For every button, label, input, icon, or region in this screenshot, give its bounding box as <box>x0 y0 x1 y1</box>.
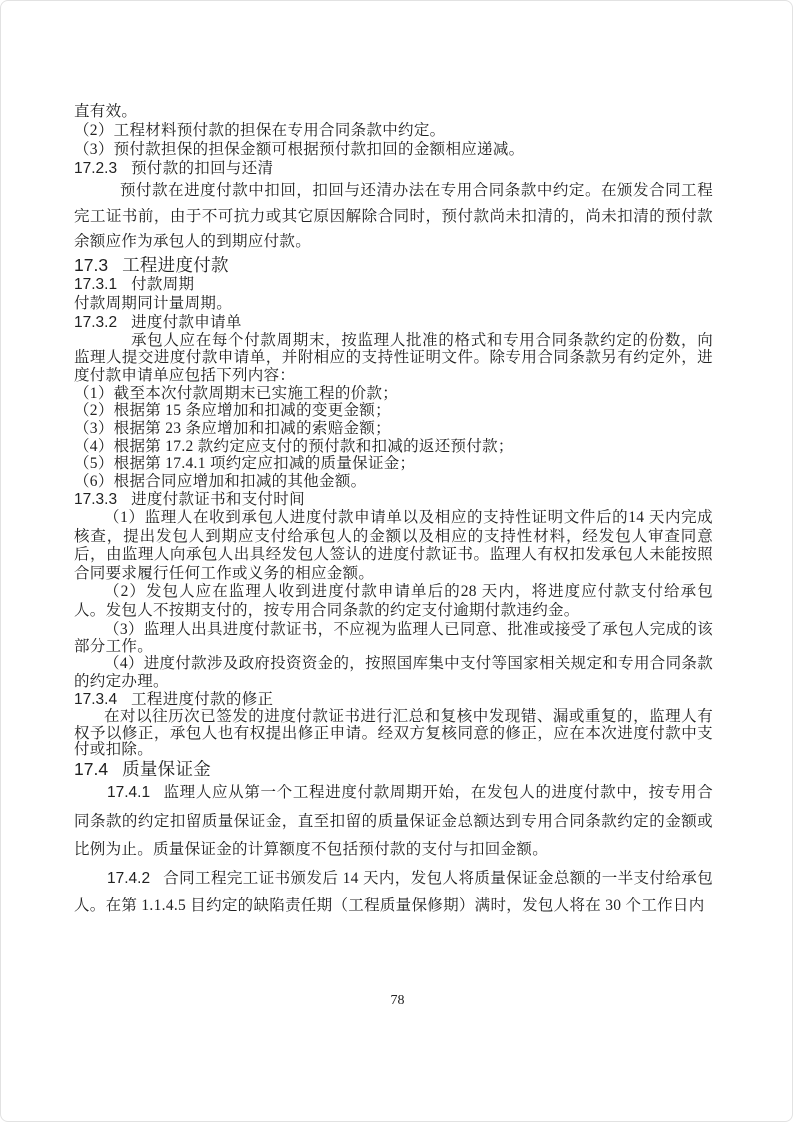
clause-17-4-1-text: 监理人应从第一个工程进度付款周期开始，在发包人的进度付款中，按专用合同条款的约定扣留质量保证金，直至扣留的质量保证金总额达到专用合同条款约定的金额或比例为止。质量保证金的计算额度不包括预付款的支付与扣回金额。 <box>74 784 713 859</box>
para-17-3-3-item-4: （4）进度付款涉及政府投资资金的，按照国库集中支付等国家相关规定和专用合同条款的约定办理。 <box>74 655 713 691</box>
para-17-4-2 <box>74 865 713 919</box>
heading-17-3-1-number: 17.3.1 <box>74 275 118 293</box>
continued-sentence: 直有效。 <box>74 103 138 120</box>
clause-17-4-2-text: 合同工程完工证书颁发后 14 天内，发包人将质量保证金总额的一半支付给承包人。在第 1.1.4.5 目约定的缺陷责任期（工程质量保修期）满时，发包人将在 30 个工作日内 <box>74 869 713 914</box>
section-title-17-4 <box>74 759 713 779</box>
section-title-17-3 <box>74 255 713 275</box>
heading-17-3-2-title: 进度付款申请单 <box>131 313 242 331</box>
heading-17-3-1-title: 付款周期 <box>131 275 195 293</box>
section-17-4-number: 17.4 <box>74 759 109 780</box>
para-17-4-1 <box>74 779 713 865</box>
list-item-1: （1）截至本次付款周期末已实施工程的价款； <box>74 384 399 402</box>
clause-item-3-prepayment-guarantee: （3）预付款担保的担保金额可根据预付款扣回的金额相应递减。 <box>74 141 525 158</box>
list-item-2: （2）根据第 15 条应增加和扣减的变更金额； <box>74 402 391 420</box>
heading-17-2-3-title: 预付款的扣回与还清 <box>131 160 274 177</box>
para-17-3-2: 承包人应在每个付款周期末，按监理人批准的格式和专用合同条款约定的份数，向监理人提交进度付款申请单，并附相应的支持性证明文件。除专用合同条款另有约定外，进度付款申请单应包括下列内容： <box>74 331 713 385</box>
para-17-3-4: 在对以往历次已签发的进度付款证书进行汇总和复核中发现错、漏或重复的，监理人有权予以修正，承包人也有权提出修正申请。经双方复核同意的修正，应在本次进度付款中支付或扣除。 <box>74 707 713 759</box>
clause-item-2-prepayment-guarantee: （2）工程材料预付款的担保在专用合同条款中约定。 <box>74 122 446 139</box>
list-item-6: （6）根据合同应增加和扣减的其他金额。 <box>74 472 367 490</box>
para-17-3-3-item-1: （1）监理人在收到承包人进度付款申请单以及相应的支持性证明文件后的14 天内完成核查，提出发包人到期应支付给承包人的金额以及相应的支持性材料，经发包人审查同意后，由监理人向承包人出具经发包人签认的进度付款证书。监理人有权扣发承包人未能按照合同要求履行任何工作或义务的相应金额。 <box>74 509 713 582</box>
section-17-4-title: 质量保证金 <box>122 759 212 780</box>
heading-17-2-3 <box>74 159 713 178</box>
heading-17-3-3 <box>74 490 713 509</box>
clause-17-4-1-number: 17.4.1 <box>107 784 151 802</box>
para-17-2-3: 预付款在进度付款中扣回，扣回与还清办法在专用合同条款中约定。在颁发合同工程完工证书前，由于不可抗力或其它原因解除合同时，预付款尚未扣清的，尚未扣清的预付款余额应作为承包人的到期应付款。 <box>74 182 713 250</box>
heading-17-3-4 <box>74 691 713 708</box>
heading-17-3-2-number: 17.3.2 <box>74 313 118 331</box>
heading-17-3-1 <box>74 275 713 294</box>
page-number: 78 <box>390 993 405 1008</box>
heading-17-3-4-number: 17.3.4 <box>74 691 118 709</box>
para-17-3-3-item-3: （3）监理人出具进度付款证书，不应视为监理人已同意、批准或接受了承包人完成的该部分工作。 <box>74 620 713 656</box>
list-item-3: （3）根据第 23 条应增加和扣减的索赔金额； <box>74 420 391 438</box>
list-item-5: （5）根据第 17.4.1 项约定应扣减的质量保证金； <box>74 455 416 473</box>
para-17-3-3-item-2: （2）发包人应在监理人收到进度付款申请单后的28 天内，将进度应付款支付给承包人。发包人不按期支付的，按专用合同条款的约定支付逾期付款违约金。 <box>74 583 713 619</box>
section-17-3-number: 17.3 <box>74 254 109 275</box>
heading-17-3-3-title: 进度付款证书和支付时间 <box>131 491 305 509</box>
list-item-4: （4）根据第 17.2 款约定应支付的预付款和扣减的返还预付款； <box>74 437 514 455</box>
heading-17-3-2 <box>74 313 713 332</box>
heading-17-2-3-number: 17.2.3 <box>74 160 118 177</box>
heading-17-3-3-number: 17.3.3 <box>74 491 118 509</box>
para-17-3-1: 付款周期同计量周期。 <box>74 294 233 312</box>
clause-17-4-2-number: 17.4.2 <box>107 869 151 887</box>
page-content <box>74 102 713 919</box>
section-17-3-title: 工程进度付款 <box>122 254 229 275</box>
heading-17-3-4-title: 工程进度付款的修正 <box>131 691 274 709</box>
